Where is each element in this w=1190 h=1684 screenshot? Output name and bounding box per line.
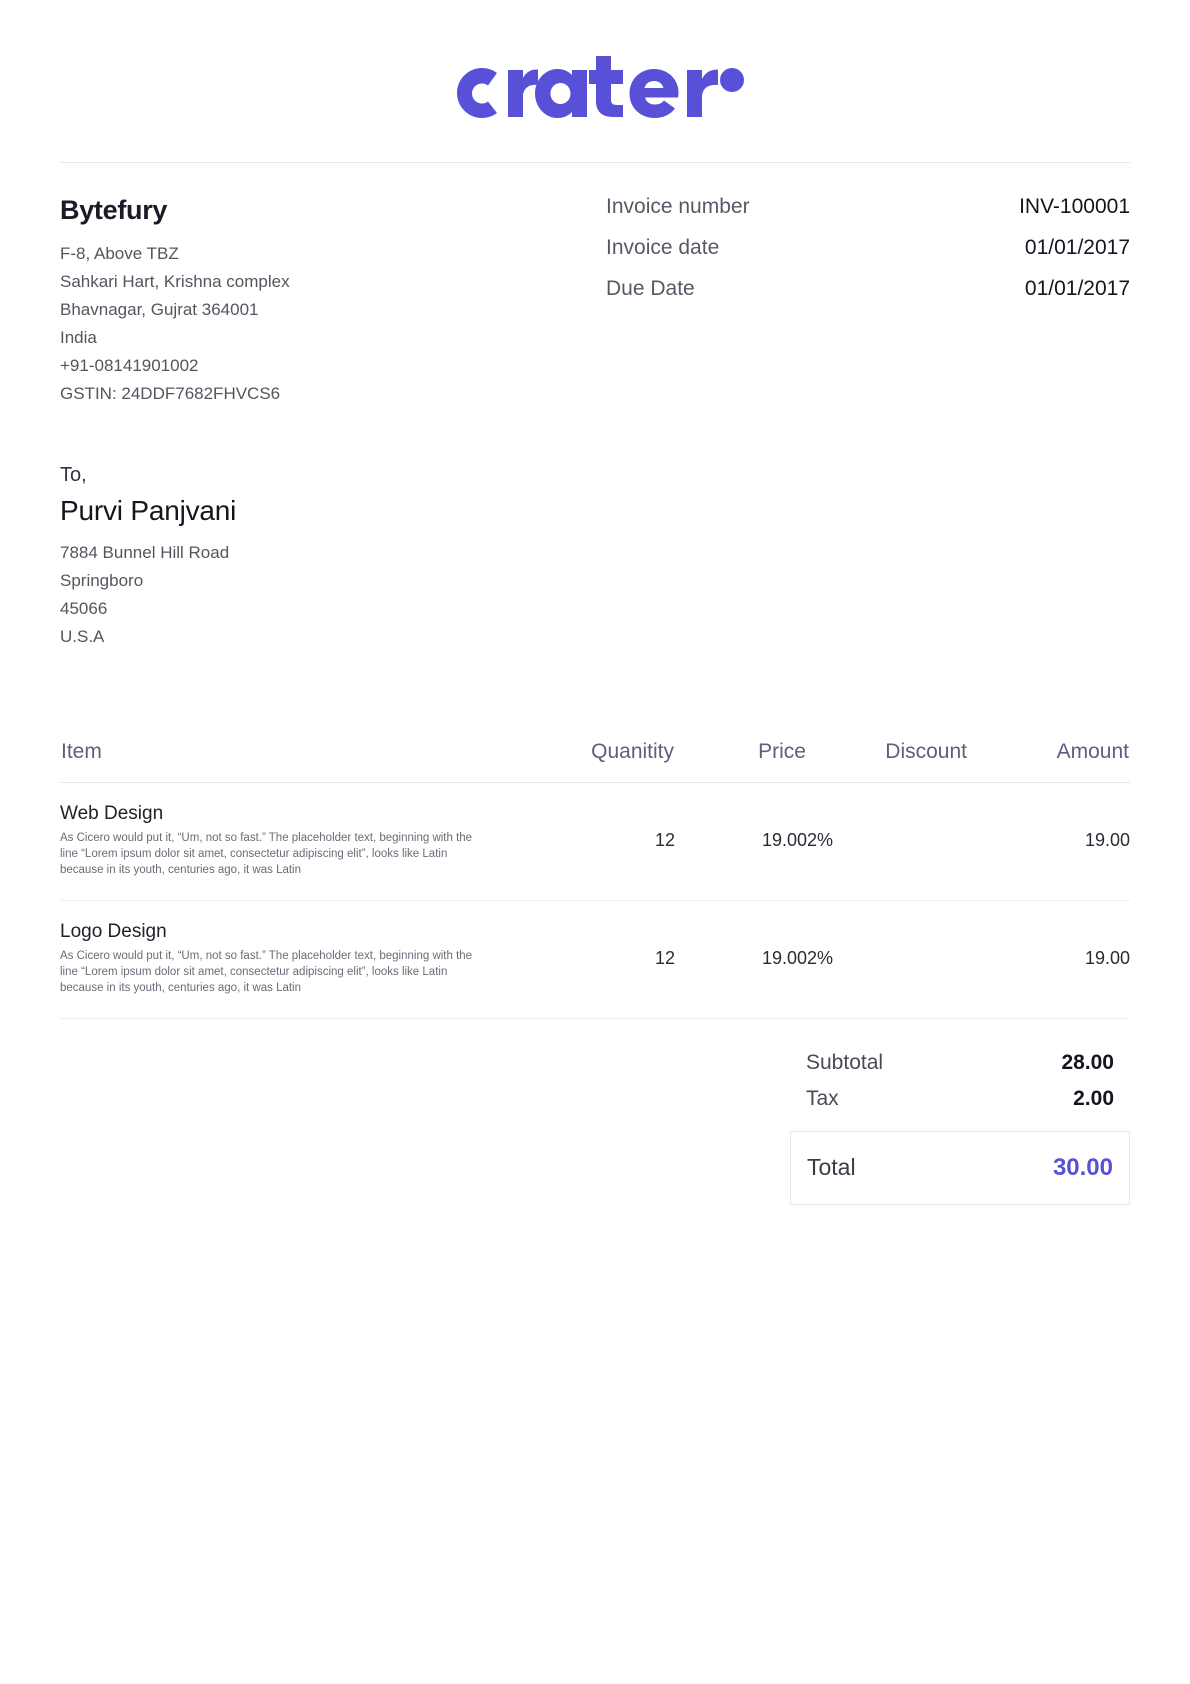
company-address-line-2: Sahkari Hart, Krishna complex (60, 272, 290, 291)
invoice-number-value: INV-100001 (1019, 195, 1130, 218)
invoice-meta (600, 195, 1130, 408)
invoice-date-label: Invoice date (606, 236, 720, 259)
line-item-quantity: 12 (553, 783, 675, 901)
line-item-cell (60, 901, 553, 1019)
company-gstin: GSTIN: 24DDF7682FHVCS6 (60, 384, 281, 403)
line-item-discount: 2% (807, 783, 968, 901)
company-block (60, 195, 600, 408)
invoice-date-row (606, 236, 1130, 260)
line-item-title: Logo Design (60, 921, 167, 942)
line-item-price: 19.00 (675, 783, 807, 901)
table-row (60, 901, 1130, 1019)
line-item-quantity: 12 (553, 901, 675, 1019)
column-header-price: Price (675, 739, 807, 783)
line-item-description: As Cicero would put it, “Um, not so fast.” The placeholder text, beginning with the line “Lorem ipsum dolor sit amet, consectetur adipiscing elit”, looks like Latin because in its youth, centuries ago, it was Latin (60, 950, 473, 994)
bill-to-address-line-1: 7884 Bunnel Hill Road (60, 543, 230, 562)
total-row (790, 1131, 1130, 1205)
company-address-line-4: India (60, 328, 97, 347)
brand-logo (60, 0, 1130, 138)
invoice-number-row (606, 195, 1130, 219)
column-header-discount: Discount (807, 739, 968, 783)
company-address-line-1: F-8, Above TBZ (60, 244, 179, 263)
line-item-amount: 19.00 (968, 783, 1130, 901)
bill-to-address-line-2: Springboro (60, 571, 144, 590)
table-header-row (60, 739, 1130, 783)
line-item-title: Web Design (60, 803, 164, 824)
total-value: 30.00 (1052, 1154, 1113, 1181)
company-name: Bytefury (60, 195, 168, 225)
bill-to-address-line-3: 45066 (60, 599, 108, 618)
totals-section (60, 1045, 1130, 1205)
table-row (60, 783, 1130, 901)
line-item-discount: 2% (807, 901, 968, 1019)
totals-box (790, 1045, 1130, 1205)
tax-row (790, 1081, 1130, 1117)
company-address-line-3: Bhavnagar, Gujrat 364001 (60, 300, 259, 319)
line-item-amount: 19.00 (968, 901, 1130, 1019)
line-item-cell (60, 783, 553, 901)
invoice-header (60, 163, 1130, 408)
tax-label: Tax (806, 1087, 839, 1110)
due-date-row (606, 277, 1130, 301)
crater-logo-icon (442, 54, 748, 126)
bill-to-label: To, (60, 464, 87, 486)
invoice-number-label: Invoice number (606, 195, 750, 218)
column-header-item: Item (60, 739, 553, 783)
tax-value: 2.00 (1073, 1087, 1114, 1110)
due-date-label: Due Date (606, 277, 695, 300)
invoice-date-value: 01/01/2017 (1024, 236, 1130, 259)
bill-to-address-line-4: U.S.A (60, 627, 105, 646)
column-header-quantity: Quanitity (553, 739, 675, 783)
column-header-amount: Amount (968, 739, 1130, 783)
line-items-table (60, 739, 1130, 1019)
total-label: Total (807, 1154, 856, 1180)
company-phone: +91-08141901002 (60, 356, 199, 375)
due-date-value: 01/01/2017 (1024, 277, 1130, 300)
subtotal-row (790, 1045, 1130, 1081)
line-item-description: As Cicero would put it, “Um, not so fast.” The placeholder text, beginning with the line “Lorem ipsum dolor sit amet, consectetur adipiscing elit”, looks like Latin because in its youth, centuries ago, it was Latin (60, 832, 473, 876)
subtotal-label: Subtotal (806, 1051, 884, 1074)
bill-to-block (60, 408, 1130, 651)
subtotal-value: 28.00 (1061, 1051, 1114, 1074)
line-item-price: 19.00 (675, 901, 807, 1019)
bill-to-name: Purvi Panjvani (60, 495, 237, 526)
